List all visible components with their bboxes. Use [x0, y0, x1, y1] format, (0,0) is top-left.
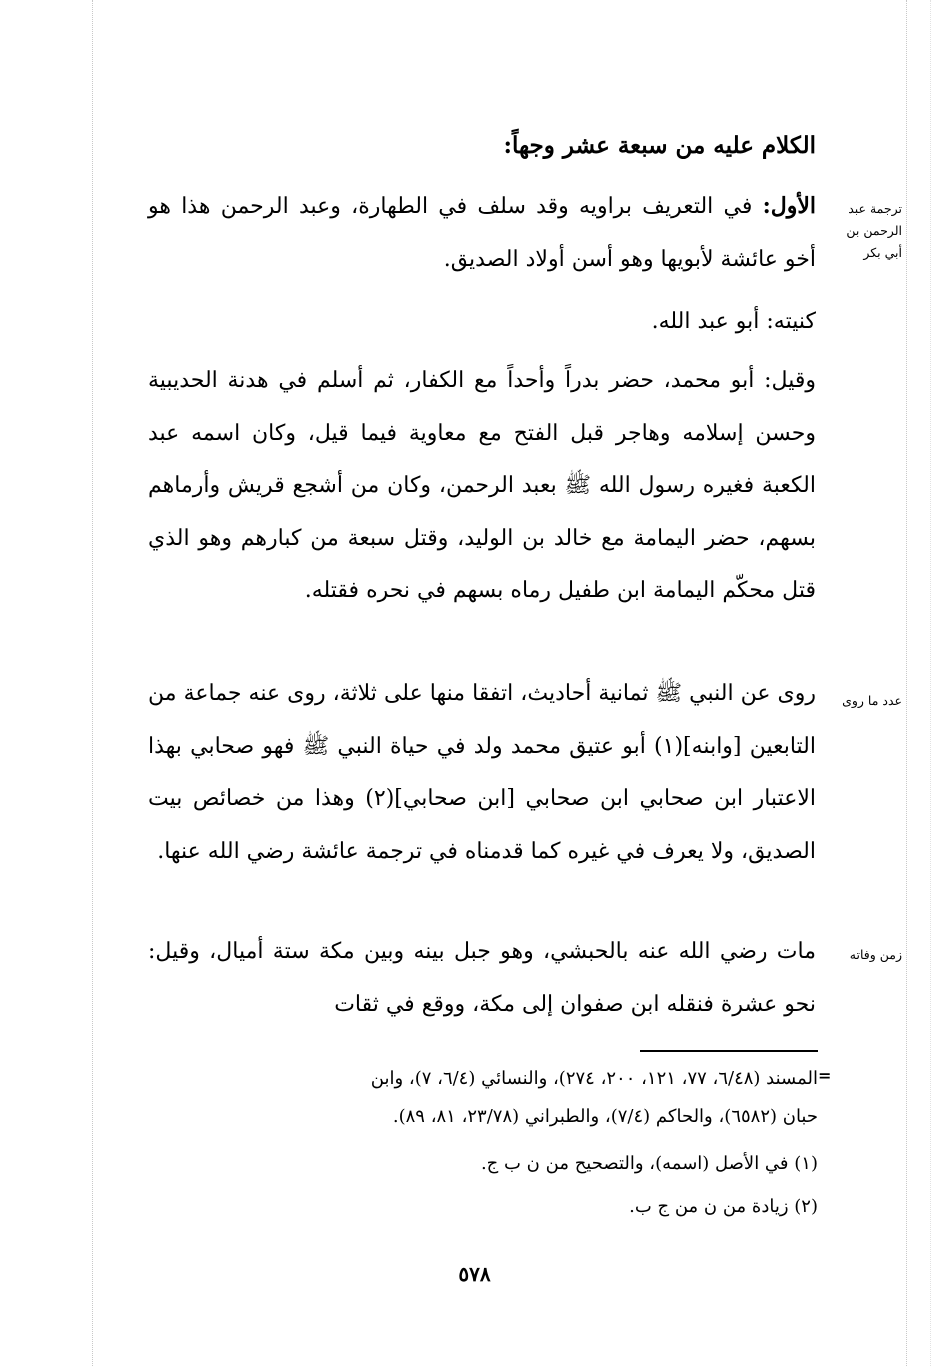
- paragraph-text: في التعريف براويه وقد سلف في الطهارة، وعبد الرحمن هذا هو أخو عائشة لأبويها وهو أسن أولاد الصديق.: [148, 194, 816, 272]
- paragraph-kunya: كنيته: أبو عبد الله.: [651, 309, 816, 334]
- page-edge-right: [906, 0, 907, 1366]
- paragraph-death: مات رضي الله عنه بالحبشي، وهو جبل بينه وبين مكة ستة أميال، وقيل: نحو عشرة فنقله ابن صفوان إلى مكة، ووقع في ثقات: [148, 939, 816, 1017]
- footnote-1: [148, 1147, 818, 1181]
- paragraph-first: [148, 180, 816, 286]
- footnote-continued-line2: حبان (٦٥٨٢)، والحاكم (٧/٤)، والطبراني (٢٣/٧٨، ٨١، ٨٩).: [392, 1106, 818, 1127]
- section-heading: الكلام عليه من سبعة عشر وجهاً:: [503, 132, 816, 159]
- footnote-continuation-mark: =: [818, 1066, 832, 1085]
- footnote-number: (١): [794, 1153, 818, 1174]
- margin-note-biography: ترجمة عبد الرحمن بن أبي بكر: [846, 201, 902, 260]
- paragraph-lead: الأول:: [762, 193, 816, 219]
- footnote-number: (٢): [794, 1196, 818, 1217]
- page-edge-right-outer: [930, 0, 931, 1366]
- footnote-text: زيادة من ن من ج ب.: [629, 1196, 789, 1217]
- paragraph-narrations: روى عن النبي ﷺ ثمانية أحاديث، اتفقا منها على ثلاثة، روى عنه جماعة من التابعين [وابنه](١) أبو عتيق محمد ولد في حياة النبي ﷺ فهو صحابي بهذا الاعتبار ابن صحابي ابن صحابي [ابن صحابي](٢) وهذا من خصائص بيت الصديق، ولا يعرف في غيره كما قدمناه في ترجمة عائشة رضي الله عنها.: [148, 681, 816, 864]
- margin-note-death: زمن وفاته: [849, 947, 902, 962]
- footnote-2: [148, 1190, 818, 1224]
- footnote-text: في الأصل (اسمه)، والتصحيح من ن ب ج.: [480, 1153, 789, 1174]
- page-number: ٥٧٨: [458, 1262, 491, 1286]
- footnote-continued-line1: المسند (٦/٤٨، ٧٧، ١٢١، ٢٠٠، ٢٧٤)، والنسائي (٦/٤، ٧)، وابن: [370, 1068, 818, 1089]
- paragraph-biography: وقيل: أبو محمد، حضر بدراً وأحداً مع الكفار، ثم أسلم في هدنة الحديبية وحسن إسلامه وهاجر قبل الفتح مع معاوية فيما قيل، وكان اسمه عبد الكعبة فغيره رسول الله ﷺ بعبد الرحمن، وكان من أشجع قريش وأرماهم بسهم، حضر اليمامة مع خالد بن الوليد، وقتل سبعة من كبارهم وهو الذي قتل محكّم اليمامة ابن طفيل رماه بسهم في نحره فقتله.: [148, 368, 816, 603]
- page-edge-left: [92, 0, 93, 1366]
- margin-note-narrations: عدد ما روى: [842, 693, 902, 708]
- footnote-separator: [640, 1050, 818, 1052]
